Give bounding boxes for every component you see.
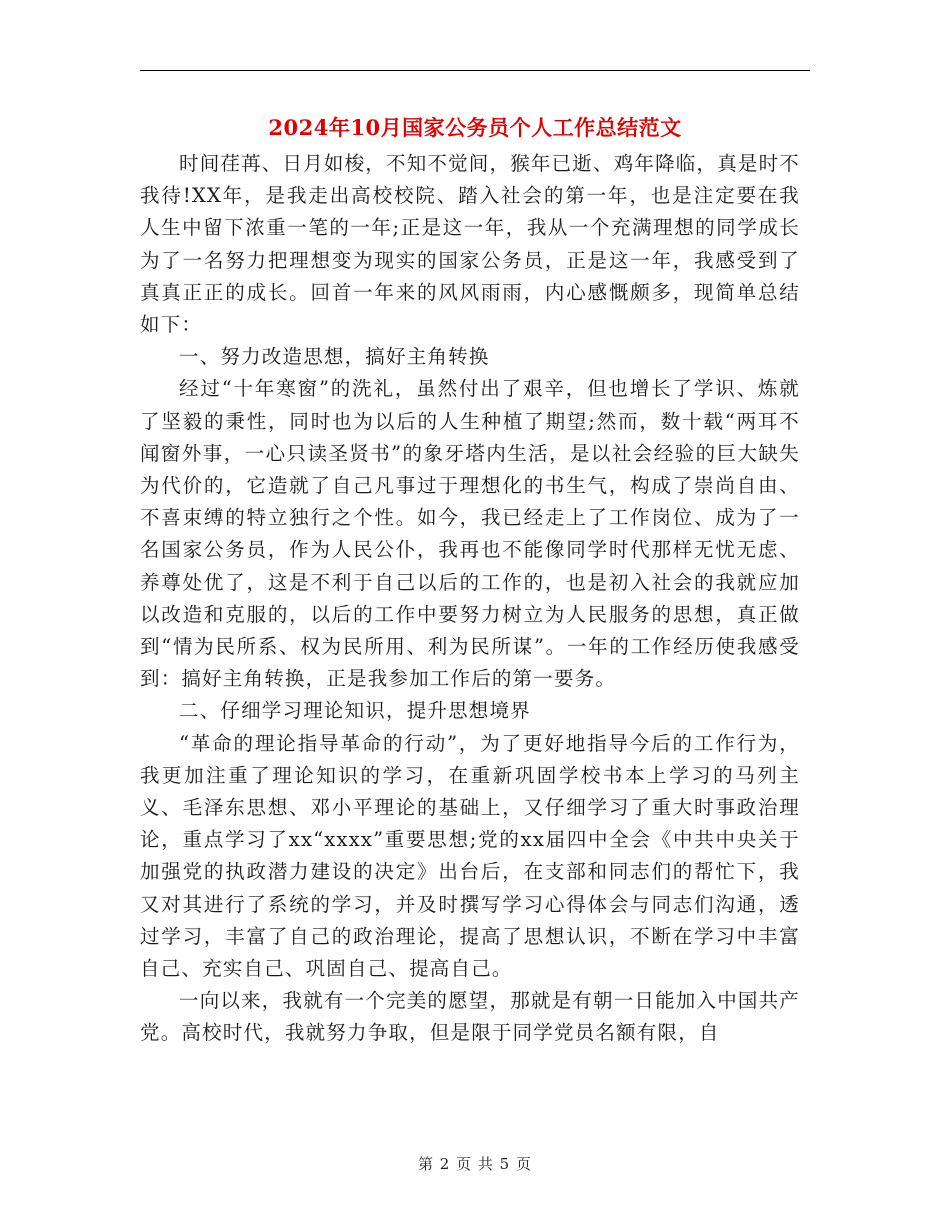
paragraph-intro: 时间荏苒、日月如梭，不知不觉间，猴年已逝、鸡年降临，真是时不我待!XX年，是我走出高校校院、踏入社会的第一年，也是注定要在我人生中留下浓重一笔的一年;正是这一年，我从一个充满理想的同学成长为了一名努力把理想变为现实的国家公务员，正是这一年，我感受到了真真正正的成长。回首一年来的风风雨雨，内心感慨颇多，现简单总结如下： <box>140 152 801 337</box>
paragraph-section-1: 经过“十年寒窗”的洗礼，虽然付出了艰辛，但也增长了学识、炼就了坚毅的秉性，同时也为以后的人生种植了期望;然而，数十载“两耳不闻窗外事，一心只读圣贤书”的象牙塔内生活，是以社会经验的巨大缺失为代价的，它造就了自己凡事过于理想化的书生气，构成了崇尚自由、不喜束缚的特立独行之个性。如今，我已经走上了工作岗位、成为了一名国家公务员，作为人民公仆，我再也不能像同学时代那样无忧无虑、养尊处优了，这是不利于自己以后的工作的，也是初入社会的我就应加以改造和克服的，以后的工作中要努力树立为人民服务的思想，真正做到“情为民所系、权为民所用、利为民所谋”。一年的工作经历使我感受到：搞好主角转换，正是我参加工作后的第一要务。 <box>140 377 800 691</box>
header-rule <box>140 70 810 71</box>
section-heading-1: 一、努力改造思想，搞好主角转换 <box>179 345 490 369</box>
section-heading-2: 二、仔细学习理论知识，提升思想境界 <box>179 699 531 723</box>
document-body <box>140 148 800 1050</box>
document-title: 2024年10月国家公务员个人工作总结范文 <box>268 115 682 140</box>
paragraph-section-2: “革命的理论指导革命的行动”，为了更好地指导今后的工作行为，我更加注重了理论知识的学习，在重新巩固学校书本上学习的马列主义、毛泽东思想、邓小平理论的基础上，又仔细学习了重大时事政治理论，重点学习了xx“xxxx”重要思想;党的xx届四中全会《中共中央关于加强党的执政潜力建设的决定》出台后，在支部和同志们的帮忙下，我又对其进行了系统的学习，并及时撰写学习心得体会与同志们沟通，透过学习，丰富了自己的政治理论，提高了思想认识，不断在学习中丰富自己、充实自己、巩固自己、提高自己。 <box>140 731 800 981</box>
paragraph-party-wish: 一向以来，我就有一个完美的愿望，那就是有朝一日能加入中国共产党。高校时代，我就努力争取，但是限于同学党员名额有限，自 <box>140 989 801 1045</box>
page-number-footer: 第 2 页 共 5 页 <box>418 1155 532 1173</box>
